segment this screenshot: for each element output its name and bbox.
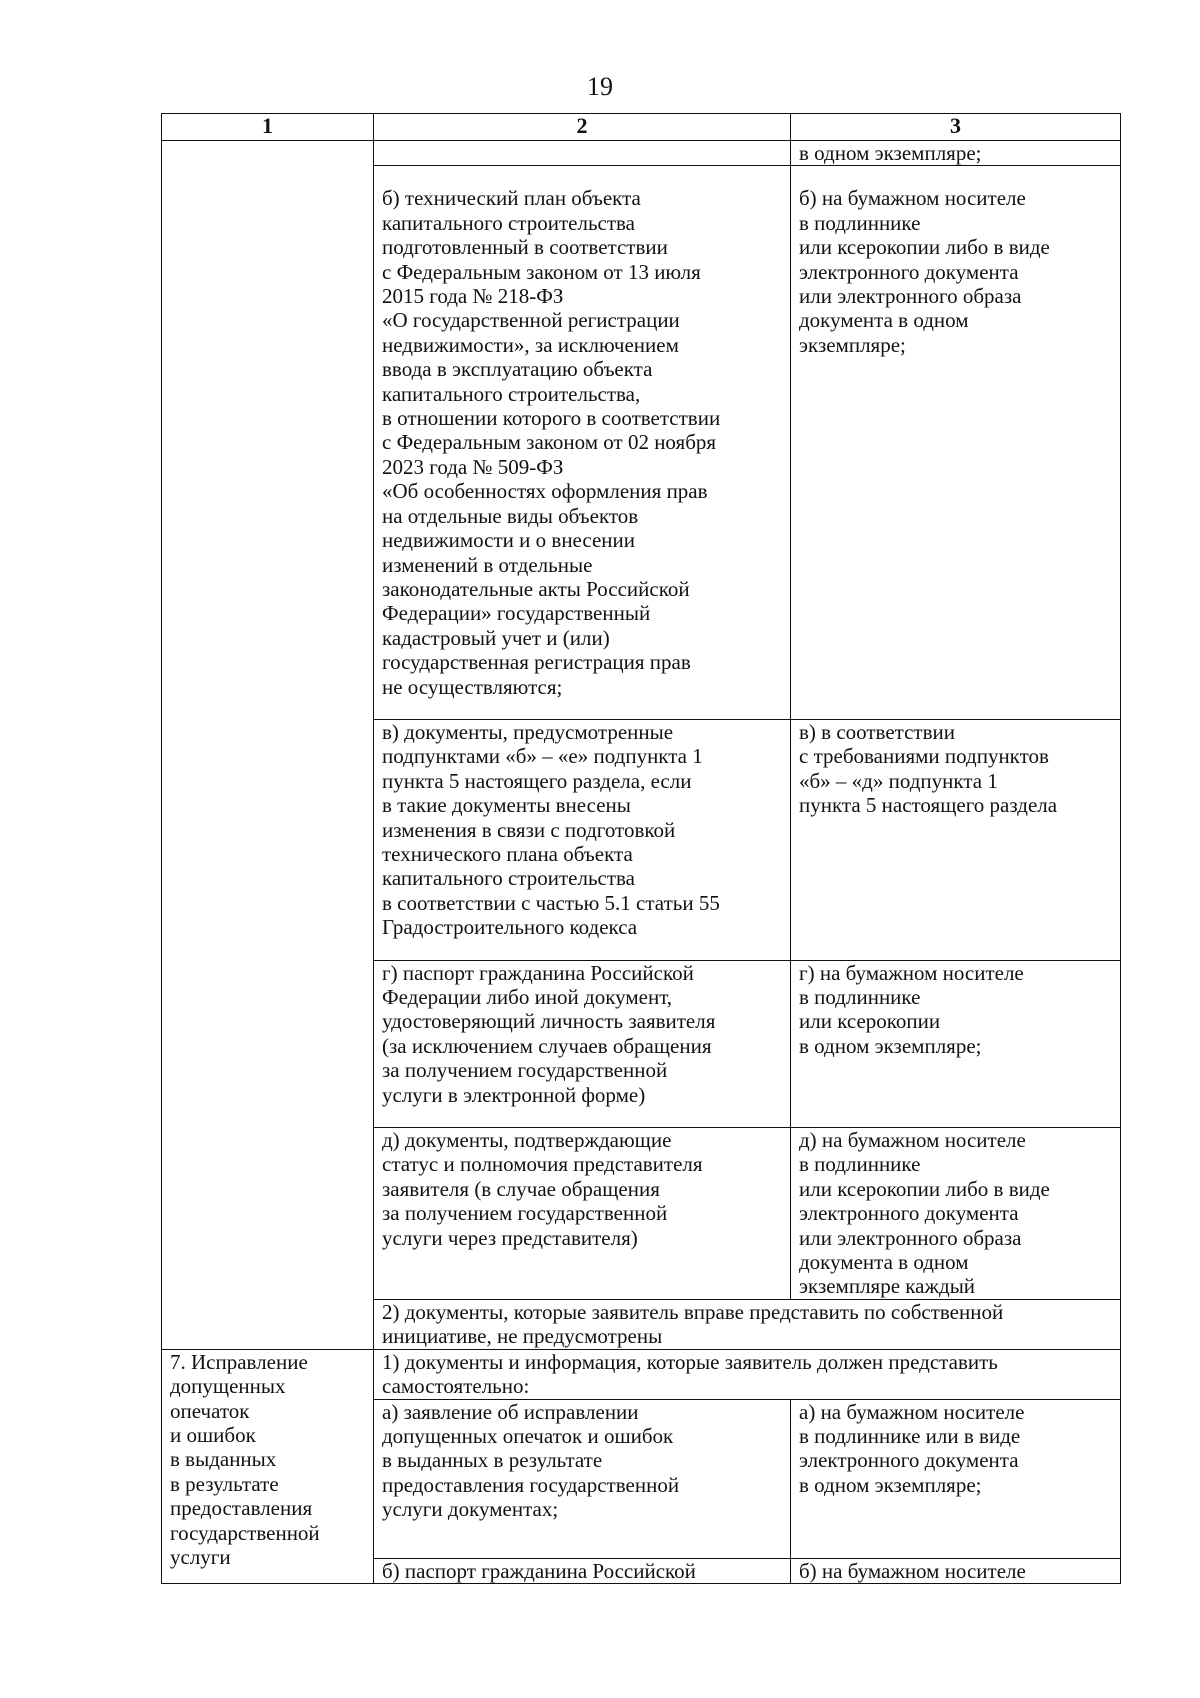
doc-cell-correction-request: а) заявление об исправлении допущенных опечаток и ошибок в выданных в результате предоставления государственной услуги документах;	[374, 1399, 791, 1558]
column-header-1: 1	[162, 114, 374, 141]
form-cell-correction-request: а) на бумажном носителе в подлиннике или в виде электронного документа в одном экземпляре;	[791, 1399, 1121, 1558]
doc-cell-representative: д) документы, подтверждающие статус и полномочия представителя заявителя (в случае обращения за получением государственной услуги через представителя)	[374, 1128, 791, 1300]
doc-cell-empty	[374, 141, 791, 166]
required-documents-header: 1) документы и информация, которые заявитель должен представить самостоятельно:	[374, 1349, 1121, 1399]
doc-cell-changed-documents: в) документы, предусмотренные подпунктами «б» – «е» подпункта 1 пункта 5 настоящего раздела, если в такие документы внесены изменения в связи с подготовкой технического плана объекта капитального строительства в соответствии с частью 5.1 статьи 55 Градостроительного кодекса	[374, 719, 791, 960]
doc-cell-passport-2: б) паспорт гражданина Российской	[374, 1558, 791, 1583]
form-cell-changed-documents: в) в соответствии с требованиями подпунктов «б» – «д» подпункта 1 пункта 5 настоящего раздела	[791, 719, 1121, 960]
doc-cell-passport: г) паспорт гражданина Российской Федерации либо иной документ, удостоверяющий личность заявителя (за исключением случаев обращения за получением государственной услуги в электронной форме)	[374, 960, 791, 1127]
optional-documents-cell: 2) документы, которые заявитель вправе представить по собственной инициативе, не предусмотрены	[374, 1299, 1121, 1349]
form-cell-passport-2: б) на бумажном носителе	[791, 1558, 1121, 1583]
form-cell-passport: г) на бумажном носителе в подлиннике или ксерокопии в одном экземпляре;	[791, 960, 1121, 1127]
continued-row	[162, 141, 1121, 166]
table-row	[162, 1349, 1121, 1399]
service-name-cell-empty	[162, 141, 374, 1350]
service-name-cell: 7. Исправление допущенных опечаток и ошибок в выданных в результате предоставления государственной услуги	[162, 1349, 374, 1583]
column-header-3: 3	[791, 114, 1121, 141]
form-cell-technical-plan: б) на бумажном носителе в подлиннике или ксерокопии либо в виде электронного документа или электронного образа документа в одном экземпляре;	[791, 166, 1121, 720]
column-header-2: 2	[374, 114, 791, 141]
doc-cell-technical-plan: б) технический план объекта капитального строительства подготовленный в соответствии с Федеральным законом от 13 июля 2015 года № 218-ФЗ «О государственной регистрации недвижимости», за исключением ввода в эксплуатацию объекта капитального строительства, в отношении которого в соответствии с Федеральным законом от 02 ноября 2023 года № 509-ФЗ «Об особенностях оформления прав на отдельные виды объектов недвижимости и о внесении изменений в отдельные законодательные акты Российской Федерации» государственный кадастровый учет и (или) государственная регистрация прав не осуществляются;	[374, 166, 791, 720]
form-cell-continued: в одном экземпляре;	[791, 141, 1121, 166]
documents-table	[161, 113, 1121, 1584]
page-number: 19	[587, 72, 613, 101]
form-cell-representative: д) на бумажном носителе в подлиннике или ксерокопии либо в виде электронного документа или электронного образа документа в одном экземпляре каждый	[791, 1128, 1121, 1300]
table-header-row	[162, 114, 1121, 141]
